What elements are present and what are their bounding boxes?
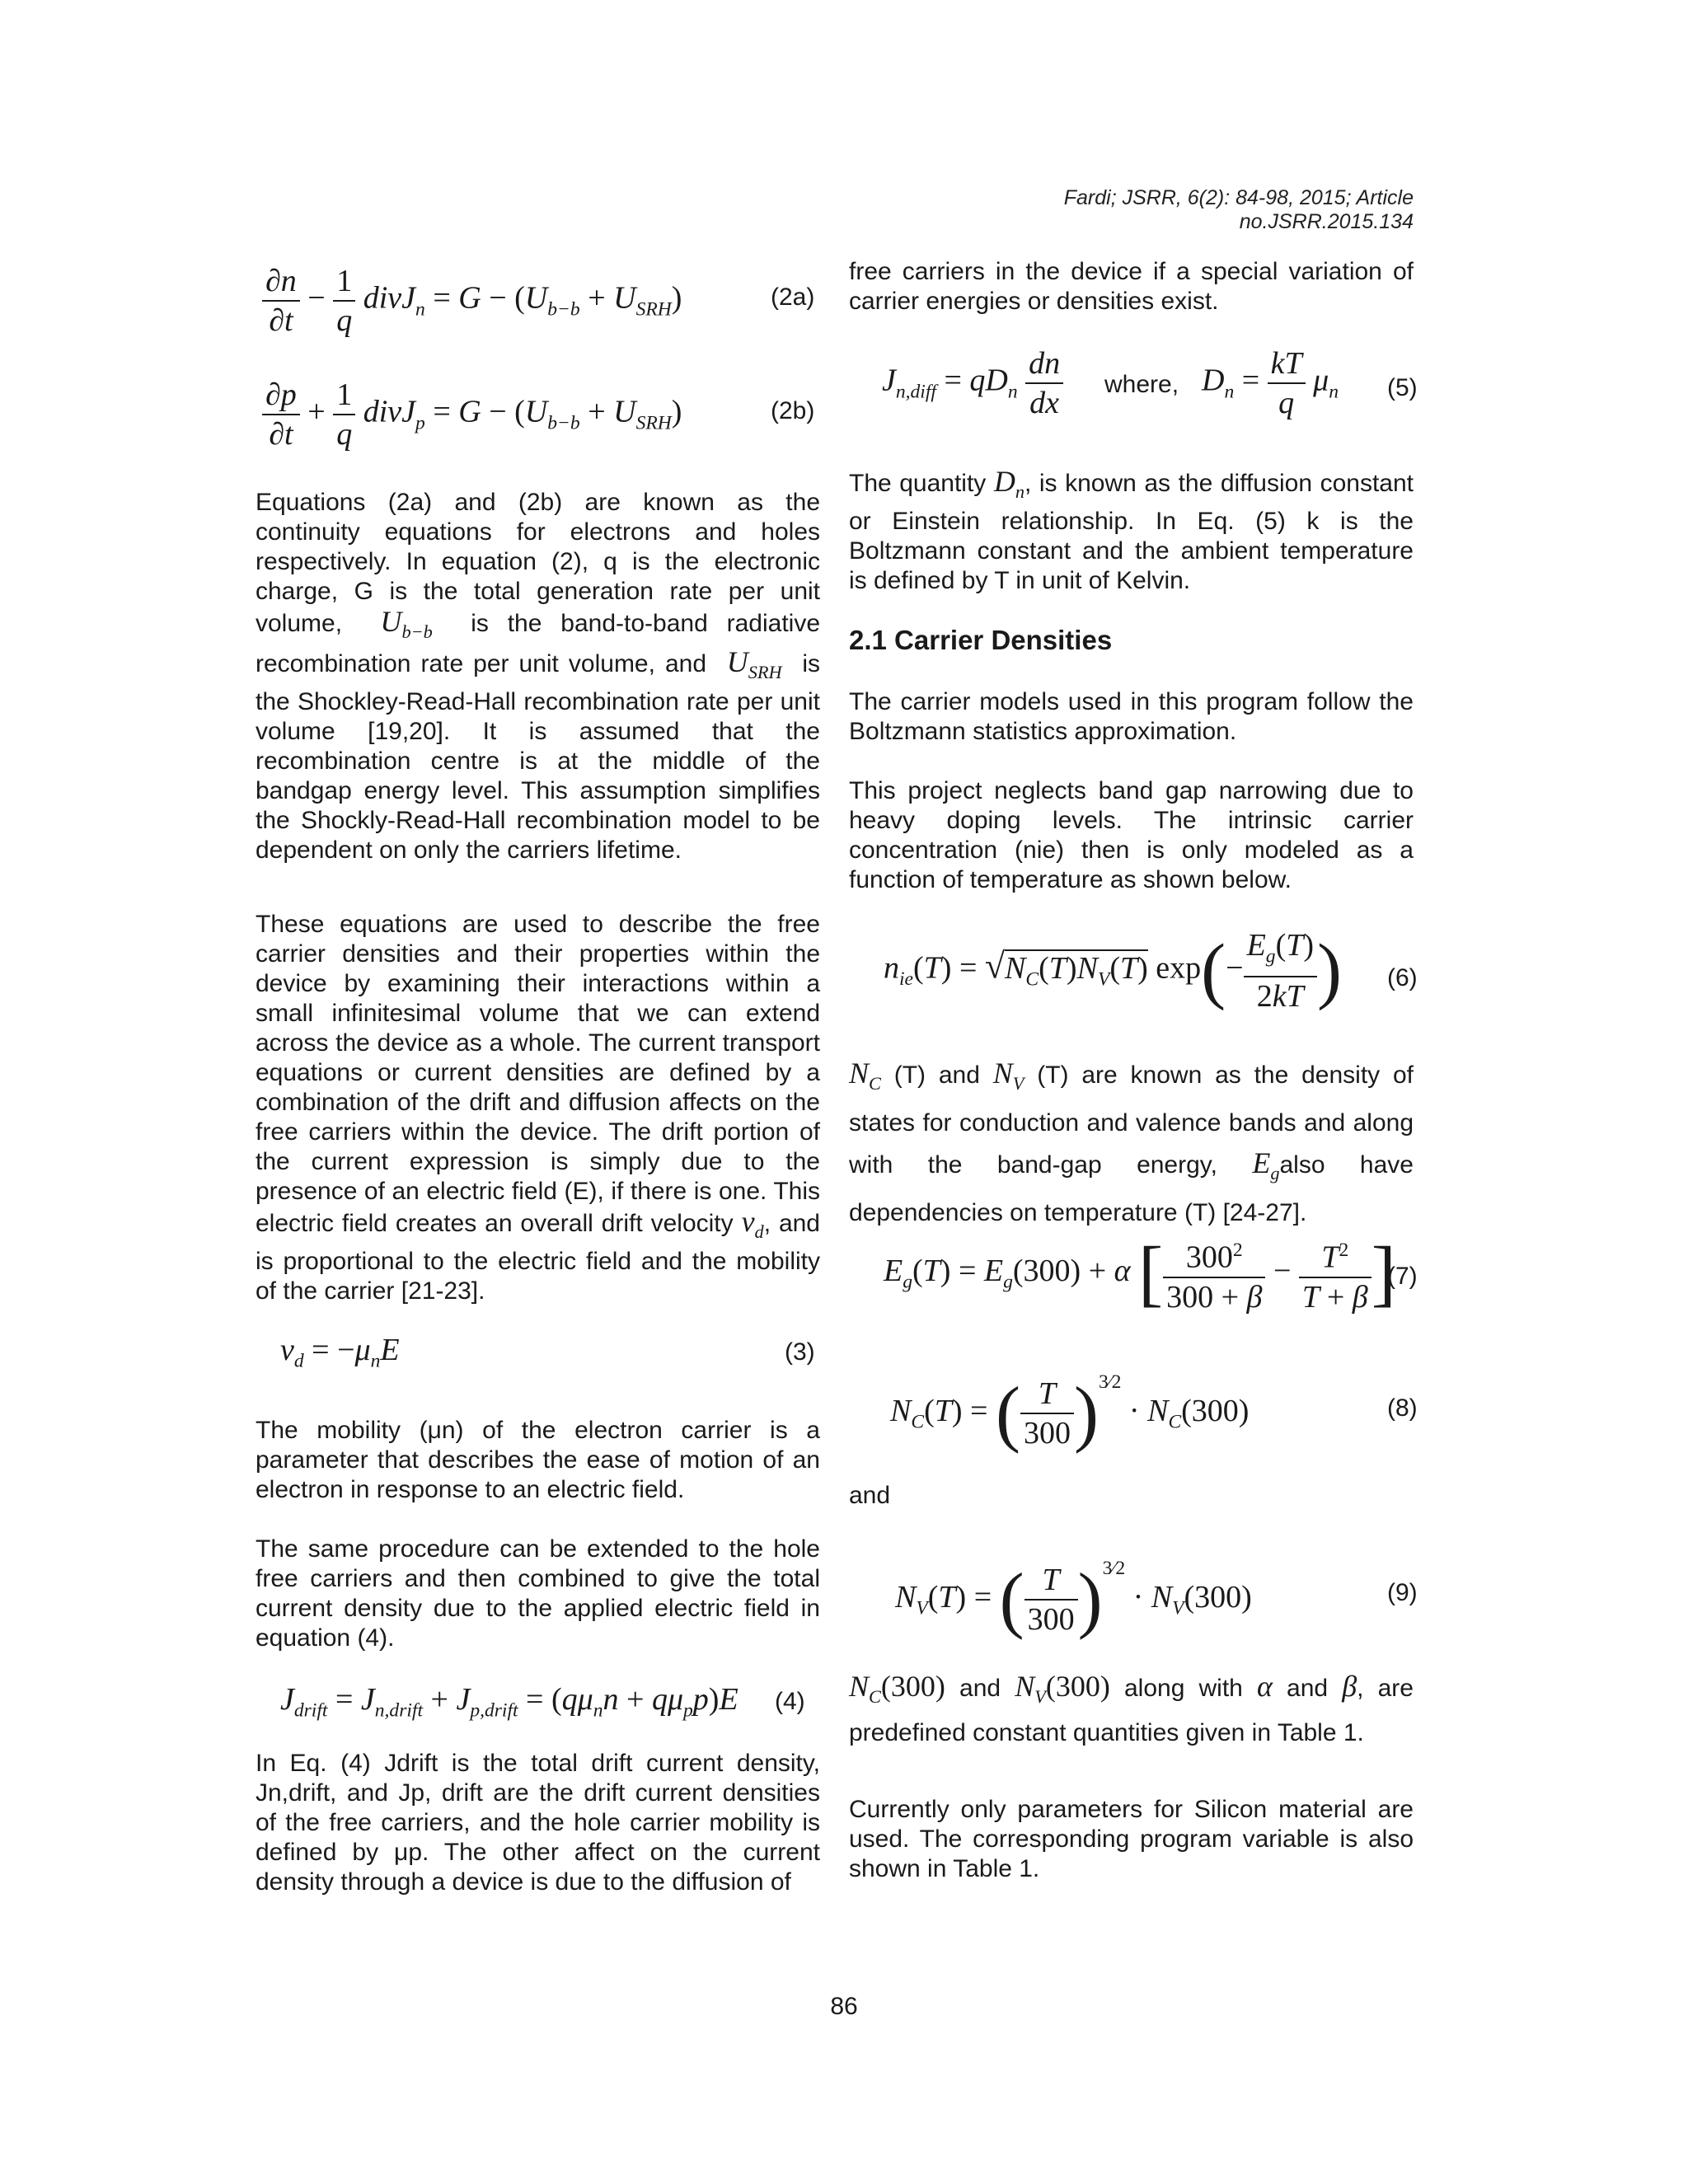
text-p2: These equations are used to describe the free carrier densities and their properties within the device by examining their interactions within a small infinitesimal volume that we can extend across the device as a whole. The current transport equations or current densities are defined by a combination of the drift and diffusion affects on the free carriers within the device. The drift portion of the current expression is simply due to the presence of an electric field (E), if there is one. This electric field creates an overall drift velocity xyxy=(256,911,820,1237)
text-and-2: and xyxy=(1287,1675,1329,1702)
equation-7: $E_g(T) = E_g(300) + \alpha$ [ $\frac{300^2}{300 + \beta}$ − $\frac{T^2}{T + \beta}$ ] xyxy=(884,1232,1396,1315)
paragraph-mobility: The mobility (μn) of the electron carrier is a parameter that describes the ease of motion of an electron in response to an electric field. xyxy=(256,1417,820,1503)
page-number: 86 xyxy=(830,1993,858,2020)
text-einstein: , is known as the diffusion constant or Einstein relationship. In Eq. (5) k is the Boltzmann constant and the ambient temperature is defined by T in unit of Kelvin. xyxy=(849,470,1414,595)
text-quantity: The quantity xyxy=(849,470,987,497)
where-label: where, xyxy=(1104,371,1179,398)
text-nc: (T) and xyxy=(893,1062,980,1089)
eq-number-2a: (2a) xyxy=(771,284,815,311)
equation-2b: $\frac{\partial p}{\partial t}$ + $\frac{1}{q}$ divJ$_p$ = $G - (U_{b-b} + U_{SRH})$ xyxy=(262,376,682,453)
equation-5-D: $D_n$ = $\frac{kT}{q}$ $\mu_n$ xyxy=(1202,346,1339,420)
paragraph-silicon: Currently only parameters for Silicon material are used. The corresponding program variable is also shown in Table 1. xyxy=(849,1796,1414,1882)
paragraph-drift-current: In Eq. (4) Jdrift is the total drift current density, Jn,drift, and Jp, drift are the drift current densities of the free carriers, and the hole carrier mobility is defined by μp. The other affect on the current density through a device is due to the diffusion of xyxy=(256,1750,820,1896)
text-along-with: along with xyxy=(1123,1675,1243,1702)
paragraph-free-carriers: These equations are used to describe the free carrier densities and their properties within the device by examining their interactions within a small infinitesimal volume that we can extend across the device as a whole. The current transport equations or current densities are defined by a combination of the drift and diffusion affects on the free carriers within the device. The drift portion of the current expression is simply due to the presence of an electric field (E), if there is one. This electric field creates an overall drift velocity $v_d$, and is proportional to the electric field and the mobility of the carrier [21-23]. xyxy=(256,911,820,1305)
paragraph-constants: $N_C(300)$ and $N_V(300)$ along with α and β, are predefined constant quantities given in Table 1. xyxy=(849,1670,1414,1747)
equation-9: $N_V(T)$ = ( $\frac{T}{300}$ )$^{3⁄2} \cdot N_V(300)$ xyxy=(895,1558,1252,1641)
running-header: Fardi; JSRR, 6(2): 84-98, 2015; Article no.JSRR.2015.134 xyxy=(1063,186,1414,233)
text-nv: (T) are known as the density of states for conduction and valence bands and along with the band-gap energy, xyxy=(849,1062,1414,1179)
equation-4: $J_{drift} = J_{n,drift} + J_{p,drift} = (q\mu_nn + q\mu_pp)E$ xyxy=(280,1682,738,1722)
equation-8: $N_C(T)$ = ( $\frac{T}{300}$ )$^{3⁄2} \cdot N_C(300)$ xyxy=(890,1371,1250,1455)
text-p1b: is the band-to-band radiative recombination rate per unit volume, and xyxy=(256,610,821,678)
paragraph-continuity: Equations (2a) and (2b) are known as the continuity equations for electrons and holes respectively. In equation (2), q is the electronic charge, G is the total generation rate per unit volume, $U_{b-b}$ is the band-to-band radiative recombination rate per unit volume, and $U_{SRH}$ is the Shockley-Read-Hall recombination rate per unit volume [19,20]. It is assumed that the recombination centre is at the middle of the bandgap energy level. This assumption simplifies the Shockly-Read-Hall recombination model to be dependent on only the carriers lifetime. xyxy=(256,489,821,865)
eq-number-8: (8) xyxy=(1387,1394,1418,1422)
eq-number-7: (7) xyxy=(1387,1263,1418,1290)
paragraph-band-gap: This project neglects band gap narrowing due to heavy doping levels. The intrinsic carrier concentration (nie) then is only modeled as a function of temperature as shown below. xyxy=(849,777,1414,893)
eq-number-4: (4) xyxy=(775,1688,805,1715)
eq-number-6: (6) xyxy=(1387,964,1418,991)
equation-3: $v_d = -\mu_nE$ xyxy=(280,1333,400,1372)
text-eg: also have dependencies on temperature (T) [24-27]. xyxy=(849,1151,1414,1227)
paragraph-diffusion-constant: The quantity $D_n$, is known as the diffusion constant or Einstein relationship. In Eq. (5) k is the Boltzmann constant and the ambient temperature is defined by T in unit of Kelvin. xyxy=(849,465,1414,595)
eq-number-9: (9) xyxy=(1387,1579,1418,1606)
eq-number-2b: (2b) xyxy=(771,397,815,424)
text-p1c: is the Shockley-Read-Hall recombination rate per unit volume [19,20]. It is assumed that the recombination centre is at the middle of the bandgap energy level. This assumption simplifies the Shockly-Read-Hall recombination model to be dependent on only the carriers lifetime. xyxy=(256,650,821,865)
eq-number-3: (3) xyxy=(785,1338,815,1366)
eq-number-5: (5) xyxy=(1387,374,1418,401)
text-and-1: and xyxy=(959,1675,1001,1702)
and-connector: and xyxy=(849,1482,891,1509)
equation-5: $J_{n,diff} = qD_n$ $\frac{dn}{dx}$ xyxy=(882,344,1063,422)
text-p2b: , and is proportional to the electric field and the mobility of the carrier [21-23]. xyxy=(256,1210,820,1305)
paragraph-density-of-states: $N_C$ (T) and $N_V$ (T) are known as the density of states for conduction and valence bands and along with the band-gap energy, $E_galso$ have dependencies on temperature (T) [24-27]. xyxy=(849,1057,1414,1227)
section-heading-carrier-densities: 2.1 Carrier Densities xyxy=(849,625,1113,655)
equation-6: $n_{ie}(T) = √N_C(T)N_V(T)$ exp(− $\frac{E_g(T)}{2kT}$ ) xyxy=(884,928,1343,1014)
text-predefined: , are predefined constant quantities given in Table 1. xyxy=(849,1675,1414,1747)
text-p1: Equations (2a) and (2b) are known as the continuity equations for electrons and holes respectively. In equation (2), q is the electronic charge, G is the total generation rate per unit volume, xyxy=(256,489,820,637)
paragraph-diffusion-intro: free carriers in the device if a special variation of carrier energies or densities exist. xyxy=(849,258,1414,315)
paragraph-hole-carriers: The same procedure can be extended to the hole free carriers and then combined to give the total current density due to the applied electric field in equation (4). xyxy=(256,1535,820,1652)
paragraph-carrier-models: The carrier models used in this program follow the Boltzmann statistics approximation. xyxy=(849,688,1414,745)
equation-2a: $\frac{\partial n}{\partial t}$ − $\frac{1}{q}$ divJ$_n$ = $G - (U_{b-b} + U_{SRH})$ xyxy=(262,262,682,340)
